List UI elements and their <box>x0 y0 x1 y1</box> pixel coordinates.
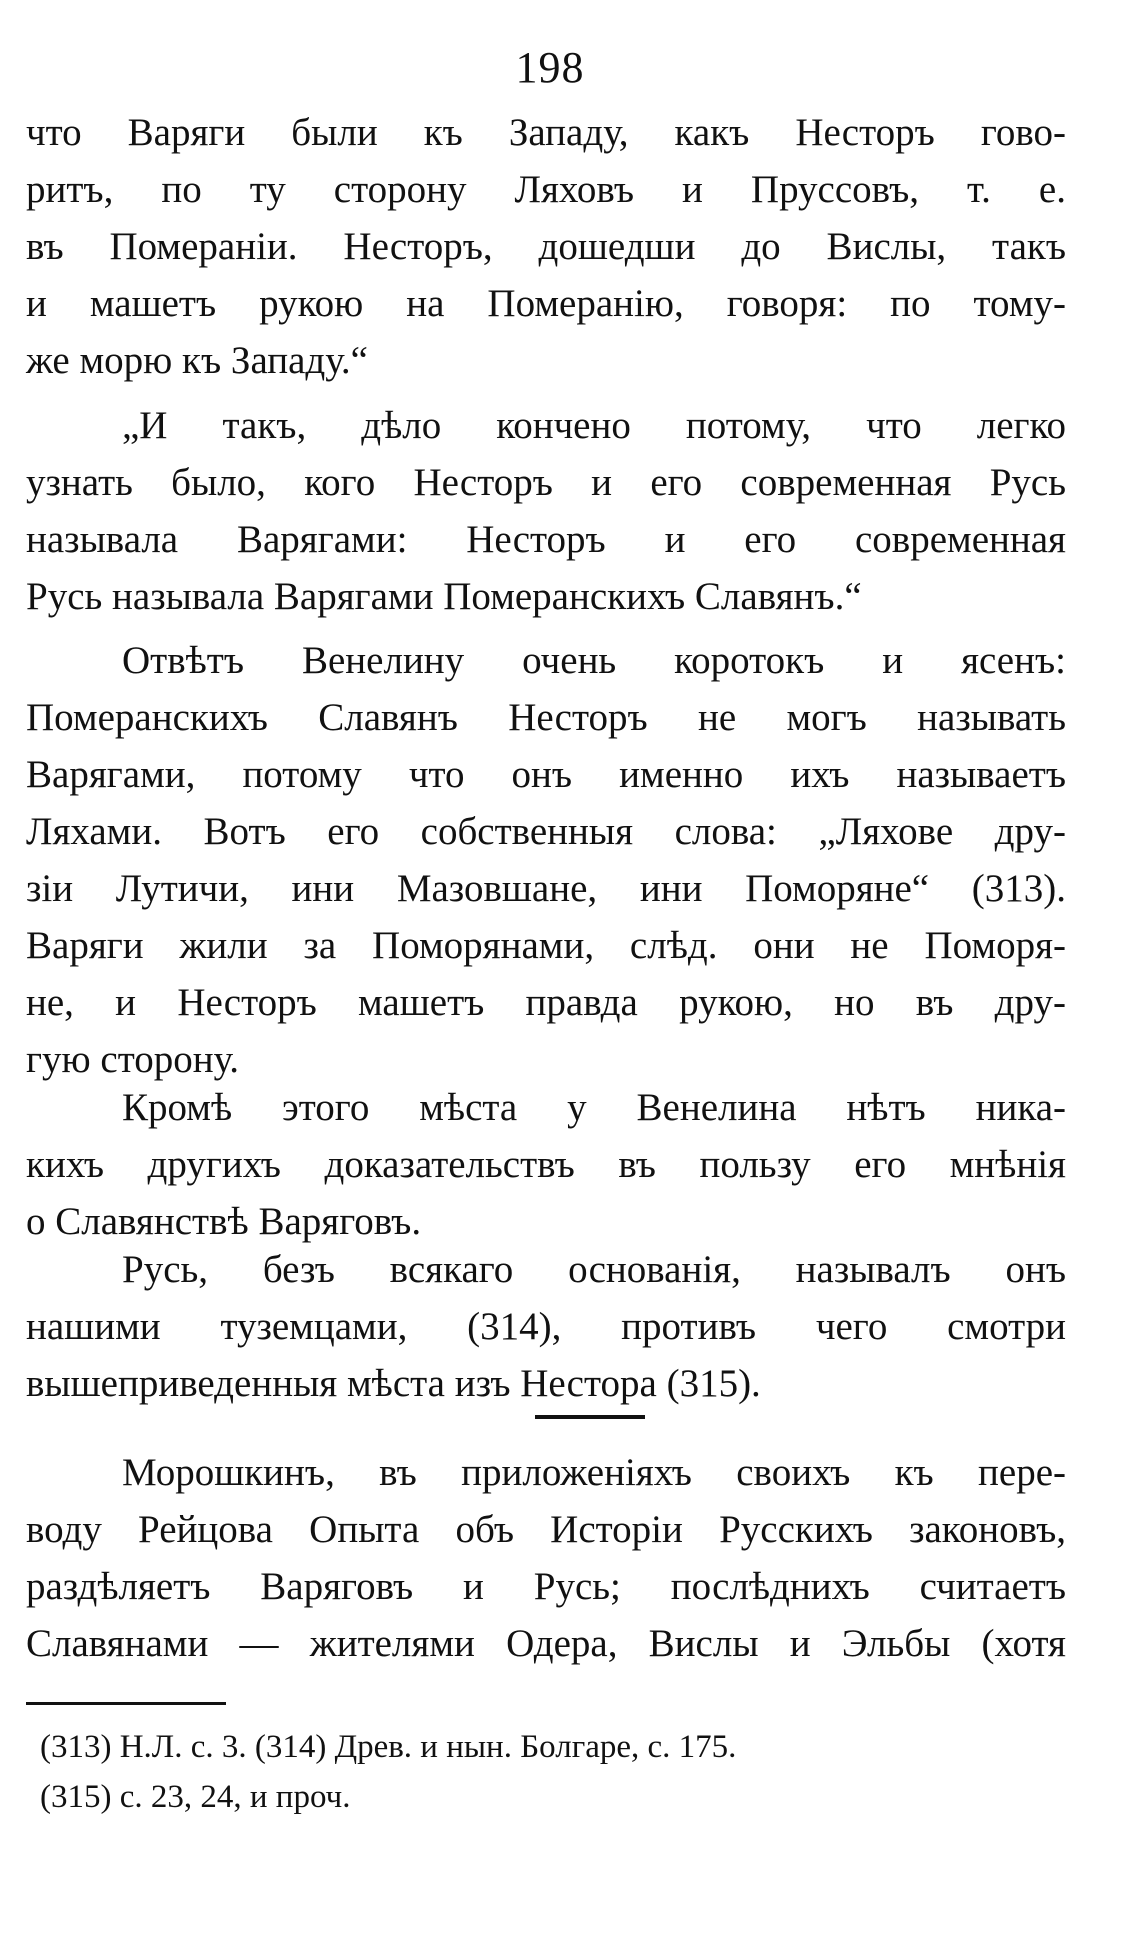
page-number: 198 <box>515 43 585 92</box>
text-line: Морошкинъ, въ приложеніяхъ своихъ къ пере- <box>122 1451 1066 1494</box>
text-line: воду Рейцова Опыта объ Исторіи Русскихъ законовъ, <box>26 1508 1066 1551</box>
text-line: же морю къ Западу.“ <box>26 339 368 382</box>
section-separator <box>535 1415 645 1419</box>
text-line: и машетъ рукою на Померанію, говоря: по тому- <box>26 282 1066 325</box>
footnotes <box>40 1722 736 1822</box>
text-line: гую сторону. <box>26 1038 239 1081</box>
text-line: Варяги жили за Поморянами, слѣд. они не Поморя- <box>26 924 1066 967</box>
text-line: о Славянствѣ Варяговъ. <box>26 1200 422 1243</box>
text-line: что Варяги были къ Западу, какъ Несторъ гово- <box>26 111 1066 154</box>
footnote: (313) Н.Л. с. 3. (314) Древ. и нын. Болгаре, с. 175. <box>40 1729 737 1765</box>
paragraph-3 <box>26 632 1066 1088</box>
text-line: Русь, безъ всякаго основанія, называлъ онъ <box>122 1248 1066 1291</box>
paragraph-5 <box>26 1241 1066 1412</box>
text-line: раздѣляетъ Варяговъ и Русь; послѣднихъ считаетъ <box>26 1565 1066 1608</box>
text-line: Отвѣтъ Венелину очень коротокъ и ясенъ: <box>122 639 1066 682</box>
text-line: зіи Лутичи, ини Мазовшане, ини Поморяне“ (313). <box>26 867 1066 910</box>
paragraph-1 <box>26 104 1066 389</box>
text-line: вышеприведенныя мѣста изъ Нестора (315). <box>26 1362 761 1405</box>
text-line: Кромѣ этого мѣста у Венелина нѣтъ ника- <box>122 1086 1066 1129</box>
footnote-rule <box>26 1702 226 1705</box>
paragraph-6 <box>26 1444 1066 1672</box>
text-line: ритъ, по ту сторону Ляховъ и Пруссовъ, т. е. <box>26 168 1066 211</box>
text-line: „И такъ, дѣло кончено потому, что легко <box>122 404 1066 447</box>
paragraph-2 <box>26 397 1066 625</box>
text-line: Варягами, потому что онъ именно ихъ называетъ <box>26 753 1066 796</box>
text-line: Славянами — жителями Одера, Вислы и Эльбы (хотя <box>26 1622 1066 1665</box>
text-line: называла Варягами: Несторъ и его современная <box>26 518 1066 561</box>
text-line: нашими туземцами, (314), противъ чего смотри <box>26 1305 1066 1348</box>
footnote: (315) с. 23, 24, и проч. <box>40 1779 351 1815</box>
text-line: въ Помераніи. Несторъ, дошедши до Вислы, такъ <box>26 225 1066 268</box>
text-line: Померанскихъ Славянъ Несторъ не могъ называть <box>26 696 1066 739</box>
text-line: кихъ другихъ доказательствъ въ пользу его мнѣнія <box>26 1143 1066 1186</box>
text-line: не, и Несторъ машетъ правда рукою, но въ дру- <box>26 981 1066 1024</box>
text-line: Русь называла Варягами Померанскихъ Славянъ.“ <box>26 575 862 618</box>
text-line: узнать было, кого Несторъ и его современная Русь <box>26 461 1066 504</box>
paragraph-4 <box>26 1079 1066 1250</box>
text-line: Ляхами. Вотъ его собственныя слова: „Ляхове дру- <box>26 810 1066 853</box>
